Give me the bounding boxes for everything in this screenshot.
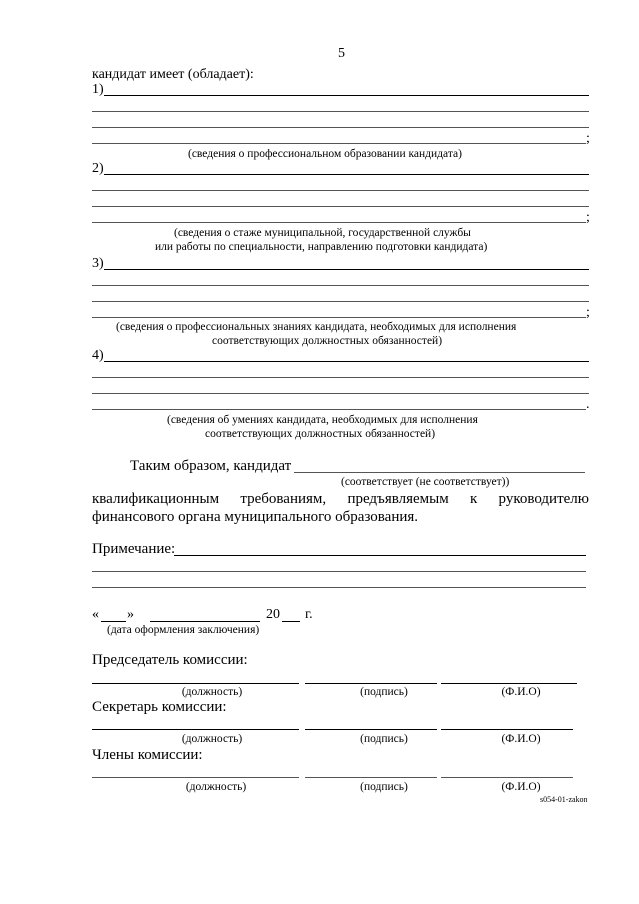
date-year-prefix: 20 xyxy=(266,607,280,622)
document-code: s054-01-zakon xyxy=(540,795,588,804)
section-3-end-mark: ; xyxy=(586,305,590,320)
section-1-line-4[interactable] xyxy=(92,143,586,144)
note-line-3[interactable] xyxy=(92,587,586,588)
section-4-line-1[interactable] xyxy=(104,361,589,362)
secretary-name-caption: (Ф.И.О) xyxy=(501,733,541,745)
chairman-signature-line[interactable] xyxy=(305,683,437,684)
section-4-line-4[interactable] xyxy=(92,409,586,410)
chairman-signature-caption: (подпись) xyxy=(360,686,408,698)
section-3-number: 3) xyxy=(92,256,104,271)
date-open-quote: « xyxy=(92,607,99,622)
section-2-line-2[interactable] xyxy=(92,190,589,191)
members-position-line[interactable] xyxy=(92,777,299,778)
conclusion-line[interactable] xyxy=(294,472,585,473)
intro-text: кандидат имеет (обладает): xyxy=(92,67,254,82)
conclusion-word-5: руководителю xyxy=(498,491,589,507)
secretary-name-line[interactable] xyxy=(441,729,573,730)
note-line-1[interactable] xyxy=(174,555,586,556)
members-signature-line[interactable] xyxy=(305,777,437,778)
page-number: 5 xyxy=(338,46,345,61)
conclusion-word-1: квалификационным xyxy=(92,491,220,507)
section-3-line-1[interactable] xyxy=(104,269,589,270)
members-name-line[interactable] xyxy=(441,777,573,778)
section-2-end-mark: ; xyxy=(586,210,590,225)
conclusion-lead: Таким образом, кандидат xyxy=(130,458,292,474)
conclusion-line-2: финансового органа муниципального образования. xyxy=(92,509,419,525)
section-1-number: 1) xyxy=(92,82,104,97)
section-4-caption-1: (сведения об умениях кандидата, необходимых для исполнения xyxy=(167,414,478,426)
section-1-caption: (сведения о профессиональном образовании кандидата) xyxy=(188,148,462,160)
section-4-number: 4) xyxy=(92,348,104,363)
section-1-line-1[interactable] xyxy=(104,95,589,96)
chairman-position-caption: (должность) xyxy=(181,686,243,698)
section-3-line-4[interactable] xyxy=(92,317,586,318)
members-name-caption: (Ф.И.О) xyxy=(501,781,541,793)
chairman-position-line[interactable] xyxy=(92,683,299,684)
secretary-position-line[interactable] xyxy=(92,729,299,730)
section-3-caption-1: (сведения о профессиональных знаниях кандидата, необходимых для исполнения xyxy=(116,321,517,333)
section-1-line-3[interactable] xyxy=(92,127,589,128)
chairman-name-caption: (Ф.И.О) xyxy=(501,686,541,698)
conclusion-word-2: требованиям, xyxy=(240,491,327,507)
chairman-name-line[interactable] xyxy=(441,683,577,684)
secretary-position-caption: (должность) xyxy=(181,733,243,745)
chairman-role: Председатель комиссии: xyxy=(92,652,248,668)
section-2-line-1[interactable] xyxy=(104,174,589,175)
section-2-line-4[interactable] xyxy=(92,222,586,223)
conclusion-word-3: предъявляемым xyxy=(347,491,449,507)
section-3-line-2[interactable] xyxy=(92,285,589,286)
conclusion-word-4: к xyxy=(469,491,478,507)
section-2-line-3[interactable] xyxy=(92,206,589,207)
date-month-line[interactable] xyxy=(150,621,260,622)
note-line-2[interactable] xyxy=(92,571,586,572)
section-2-number: 2) xyxy=(92,161,104,176)
members-signature-caption: (подпись) xyxy=(360,781,408,793)
date-year-suffix: г. xyxy=(305,607,313,622)
section-1-end-mark: ; xyxy=(586,131,590,146)
section-2-caption-2: или работы по специальности, направлению подготовки кандидата) xyxy=(155,241,488,253)
section-3-caption-2: соответствующих должностных обязанностей) xyxy=(212,335,443,347)
secretary-signature-line[interactable] xyxy=(305,729,437,730)
date-caption: (дата оформления заключения) xyxy=(107,624,260,636)
note-label: Примечание: xyxy=(92,541,176,557)
section-4-end-mark: . xyxy=(586,397,590,412)
members-role: Члены комиссии: xyxy=(92,747,203,763)
section-1-line-2[interactable] xyxy=(92,111,589,112)
date-day-line[interactable] xyxy=(101,621,126,622)
conclusion-hint: (соответствует (не соответствует)) xyxy=(341,476,510,488)
section-4-caption-2: соответствующих должностных обязанностей) xyxy=(205,428,436,440)
secretary-signature-caption: (подпись) xyxy=(360,733,408,745)
section-4-line-2[interactable] xyxy=(92,377,589,378)
members-position-caption: (должность) xyxy=(185,781,247,793)
secretary-role: Секретарь комиссии: xyxy=(92,699,227,715)
date-year-line[interactable] xyxy=(282,621,300,622)
section-4-line-3[interactable] xyxy=(92,393,589,394)
conclusion-justified-line xyxy=(92,490,589,508)
section-2-caption-1: (сведения о стаже муниципальной, государственной службы xyxy=(174,227,471,239)
date-close-quote: » xyxy=(127,607,134,622)
section-3-line-3[interactable] xyxy=(92,301,589,302)
